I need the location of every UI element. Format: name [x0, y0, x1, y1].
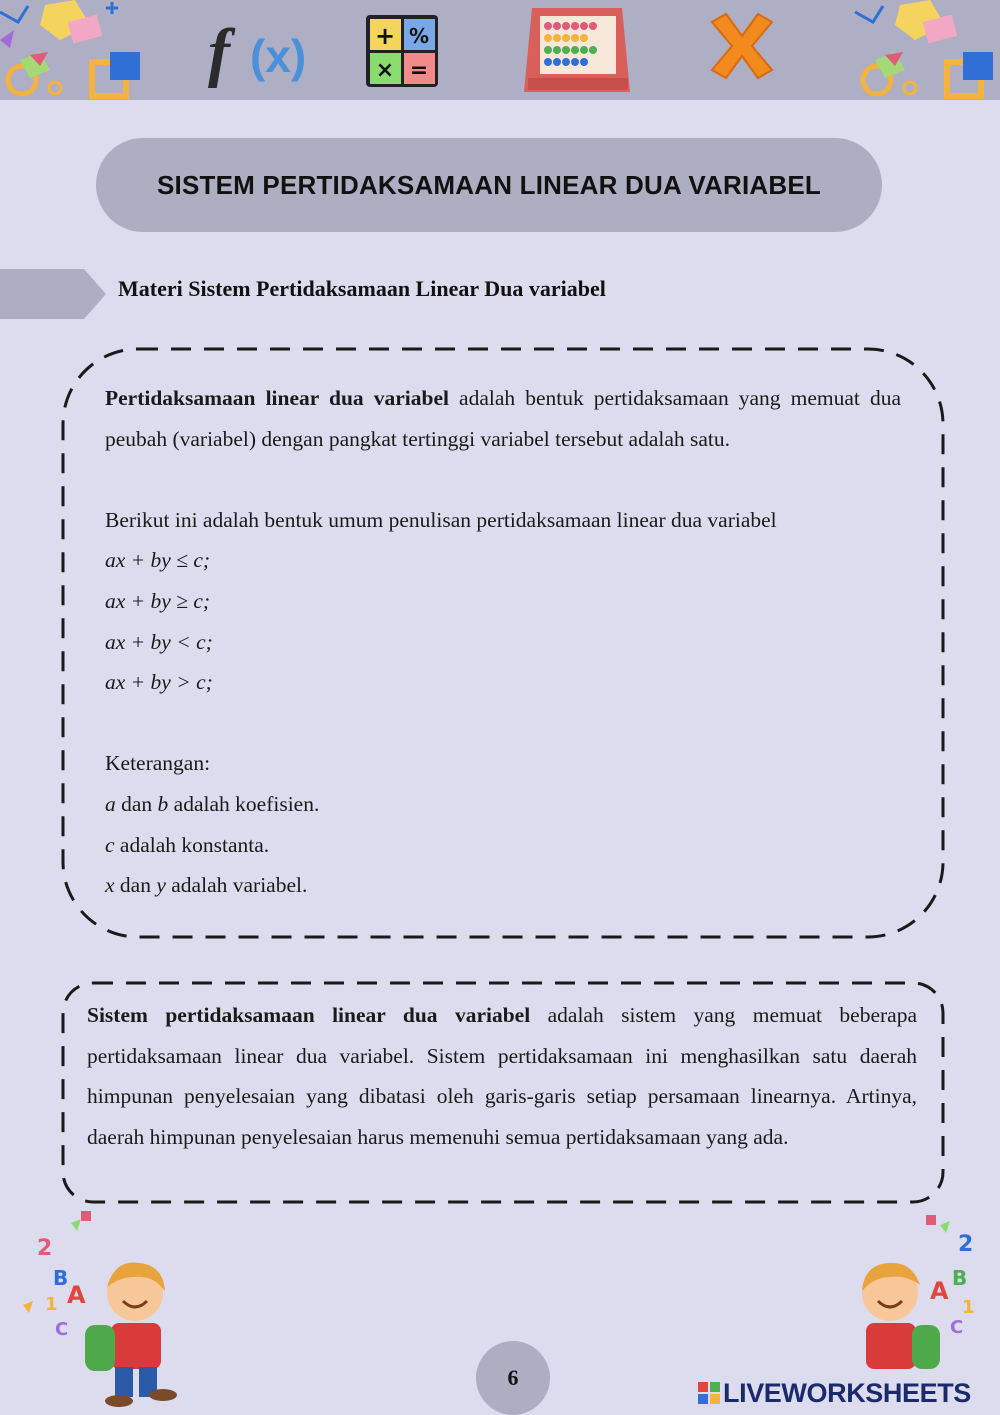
note-connector: dan [114, 873, 157, 898]
svg-text:+: + [374, 22, 396, 50]
svg-text:B: B [53, 1266, 69, 1290]
svg-text:A: A [930, 1277, 949, 1305]
svg-text:C: C [950, 1317, 964, 1338]
page-title: SISTEM PERTIDAKSAMAAN LINEAR DUA VARIABEL [157, 169, 821, 200]
page-number [476, 1341, 550, 1415]
svg-text:f: f [208, 16, 230, 89]
multiply-cross-icon [712, 14, 772, 78]
svg-text:×: × [375, 58, 395, 83]
var-b: b [157, 791, 169, 816]
notes-heading: Keterangan: [105, 751, 211, 776]
svg-text:(x): (x) [250, 30, 307, 82]
header-banner [0, 0, 1000, 100]
svg-text:1: 1 [962, 1297, 975, 1318]
formula-gt: ax + by > c; [105, 670, 213, 695]
svg-text:B: B [952, 1266, 968, 1290]
note-coefficients [105, 784, 901, 825]
system-definition-term: Sistem pertidaksamaan linear dua variabel [87, 1003, 531, 1027]
section-heading: Materi Sistem Pertidaksamaan Linear Dua variabel [118, 276, 606, 301]
definition-text: adalah bentuk pertidaksamaan yang memuat dua peubah (variabel) dengan pangkat tertinggi variabel tersebut adalah satu. [105, 386, 901, 451]
svg-text:1: 1 [45, 1294, 58, 1315]
var-x: x [105, 873, 115, 898]
title-pill [96, 138, 882, 232]
system-definition-text: adalah sistem yang memuat beberapa pertidaksamaan linear dua variabel. Sistem pertidaksamaan ini menghasilkan satu daerah himpunan penyelesaian yang dibatasi oleh garis-garis setiap persamaan linearnya. Artinya, daerah himpunan penyelesaian harus memenuhi semua pertidaksamaan yang ada. [87, 1003, 917, 1149]
note-text: adalah koefisien. [168, 791, 320, 816]
liveworksheets-wordmark: LIVEWORKSHEETS [723, 1377, 971, 1408]
liveworksheets-logo[interactable] [698, 1376, 971, 1410]
page-number-label: 6 [507, 1365, 519, 1390]
var-a: a [105, 791, 116, 816]
definition-term: Pertidaksamaan linear dua variabel [105, 386, 449, 410]
calculator-operators-icon [366, 15, 438, 87]
definition-paragraph [105, 378, 901, 459]
general-form-intro: Berikut ini adalah bentuk umum penulisan pertidaksamaan linear dua variabel [105, 507, 777, 532]
geometric-shapes-icon [0, 0, 140, 96]
note-variables [105, 865, 901, 906]
box2-content [87, 995, 917, 1157]
liveworksheets-mark-icon [698, 1382, 720, 1404]
svg-text:2: 2 [958, 1232, 974, 1257]
svg-text:C: C [55, 1319, 69, 1340]
var-c: c [105, 832, 115, 857]
abacus-icon [524, 8, 630, 92]
section-tab-arrow [0, 269, 106, 319]
child-with-letters-icon [830, 1205, 1000, 1380]
formula-le: ax + by ≤ c; [105, 548, 211, 573]
note-text: adalah variabel. [165, 873, 308, 898]
formula-lt: ax + by < c; [105, 629, 213, 654]
function-fx-icon [208, 16, 306, 89]
svg-text:2: 2 [37, 1236, 53, 1261]
note-constant [105, 825, 901, 866]
var-y: y [156, 873, 166, 898]
note-connector: dan [115, 791, 158, 816]
system-definition-paragraph [87, 995, 917, 1157]
svg-text:%: % [408, 24, 430, 48]
geometric-shapes-icon [855, 0, 993, 96]
child-with-letters-icon [15, 1205, 185, 1410]
box1-content [105, 378, 901, 906]
note-text: adalah konstanta. [114, 832, 270, 857]
formula-ge: ax + by ≥ c; [105, 588, 211, 613]
svg-text:=: = [409, 58, 429, 83]
svg-text:A: A [67, 1281, 86, 1309]
